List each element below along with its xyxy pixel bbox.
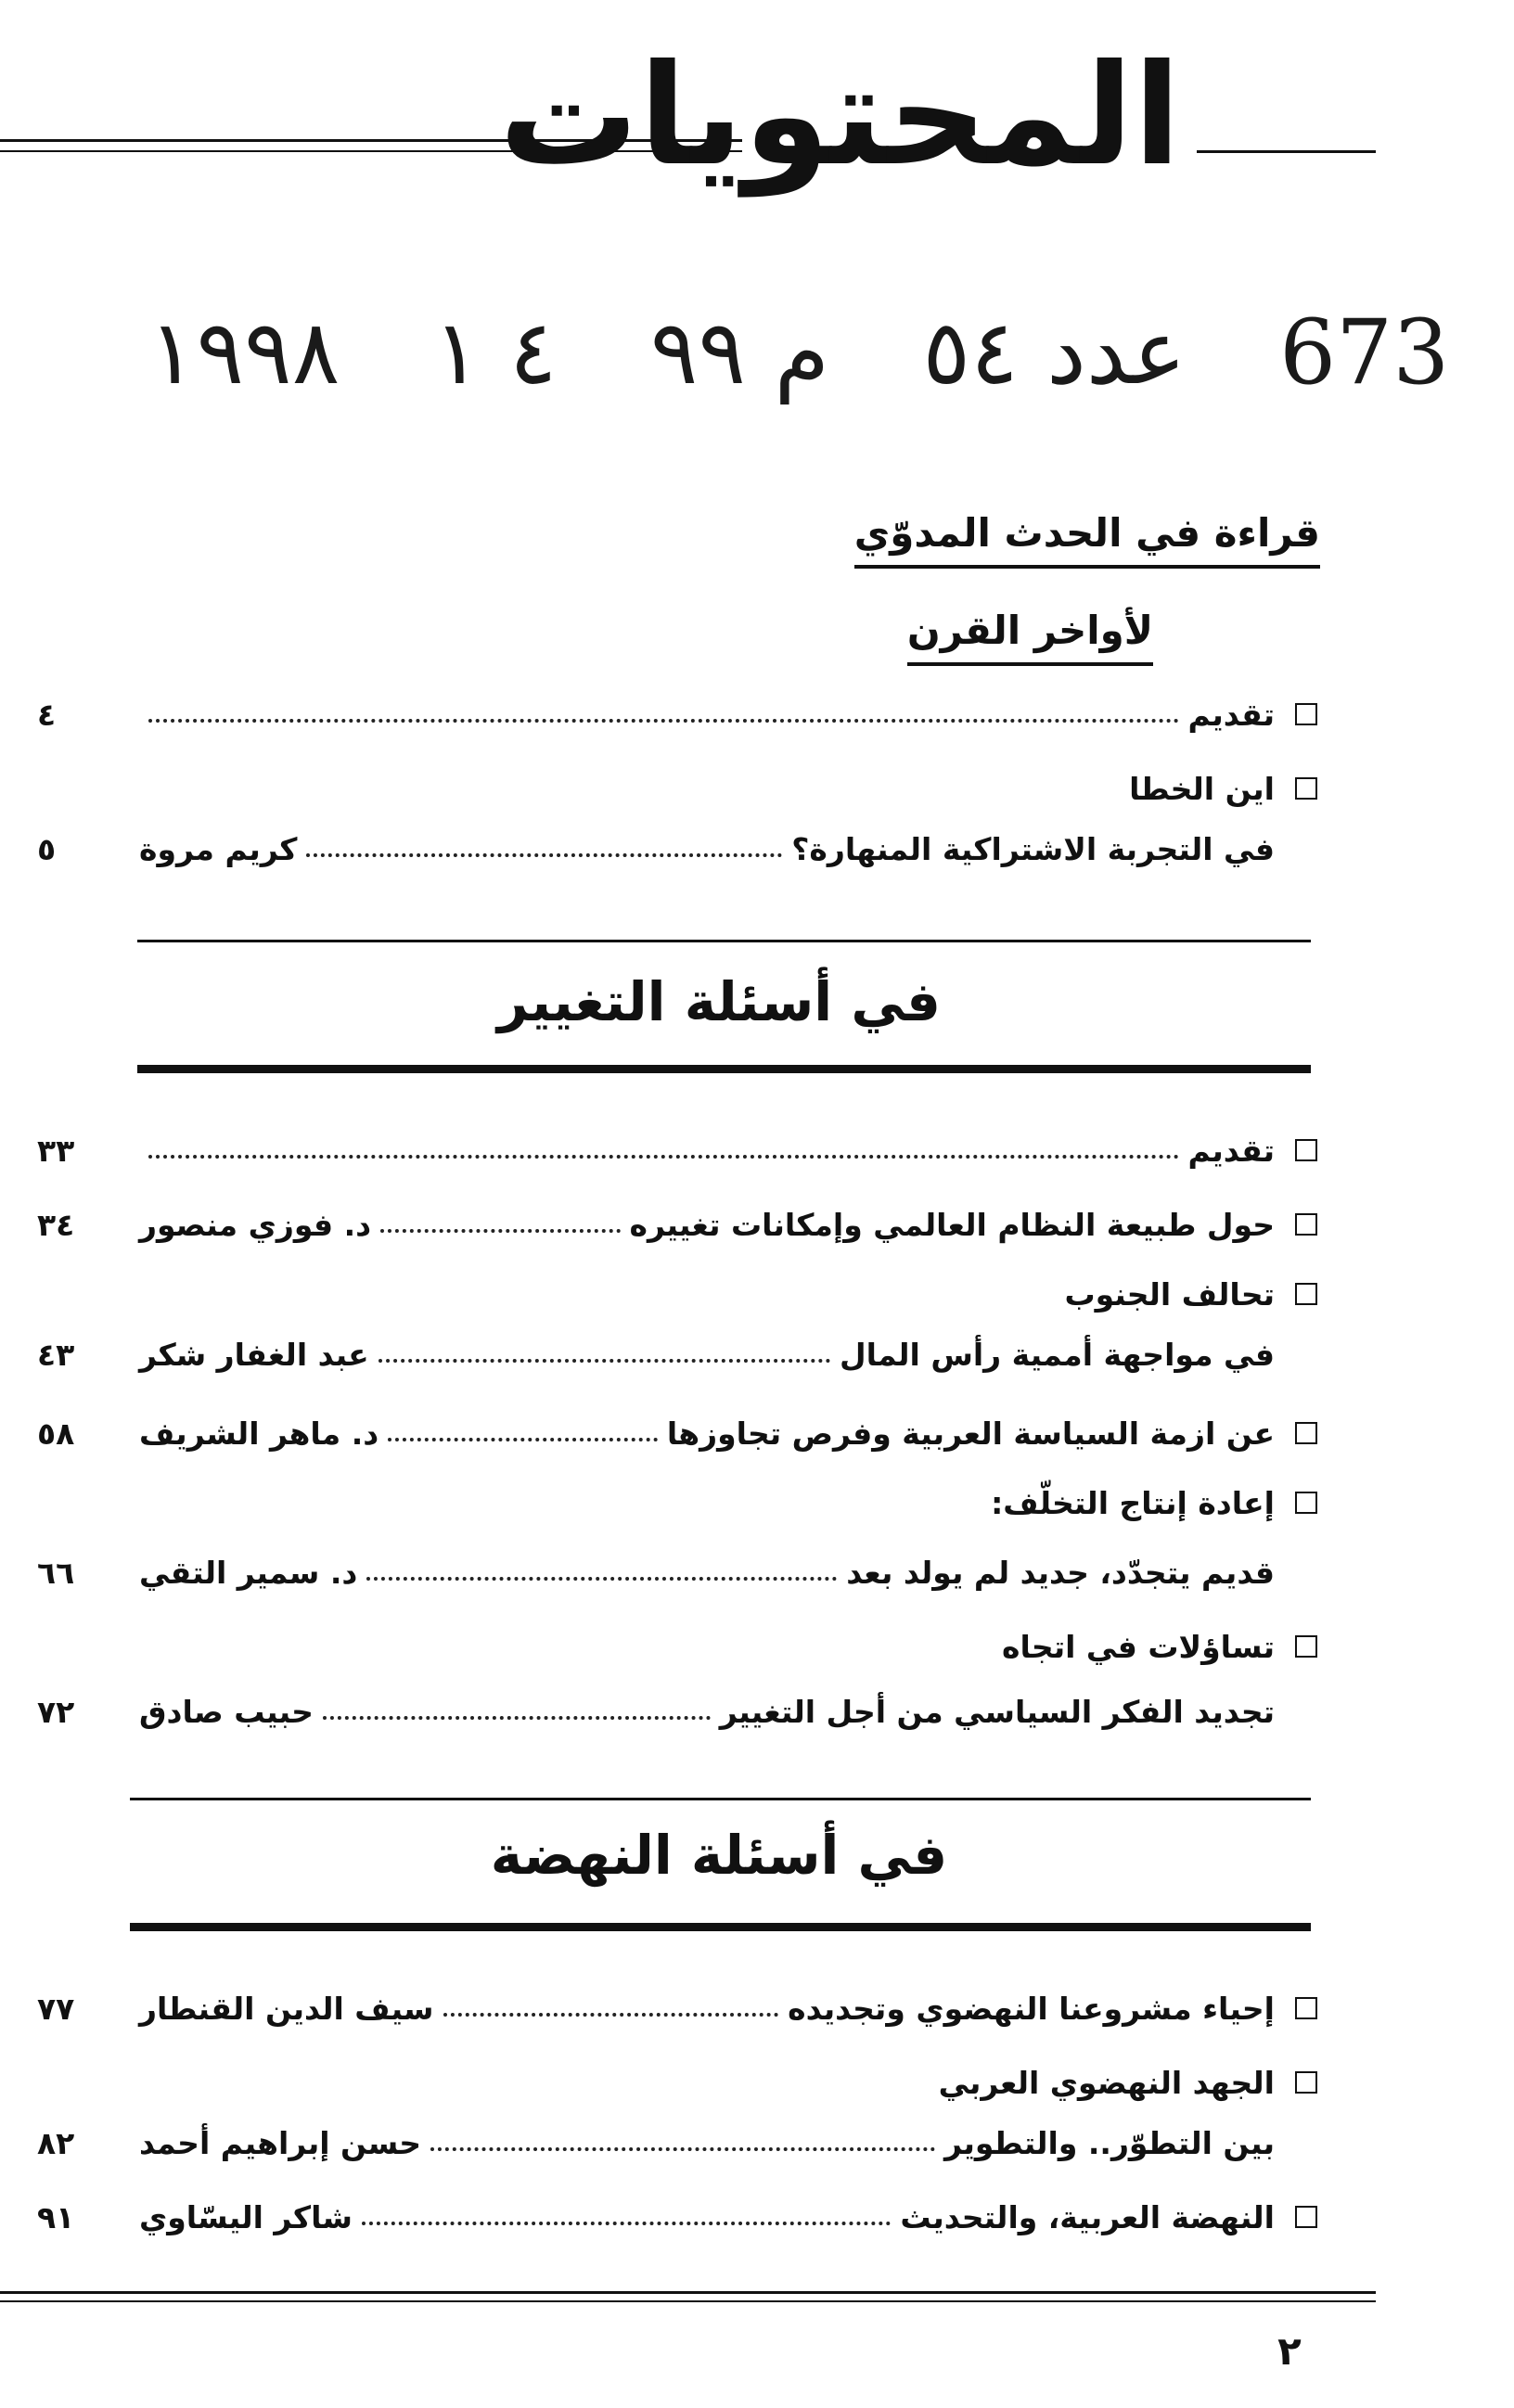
- checkbox-icon: [1295, 1422, 1317, 1444]
- toc-author: د. ماهر الشريف: [139, 1415, 379, 1452]
- checkbox-icon: [1295, 1492, 1317, 1514]
- footer-rule-bottom: [0, 2300, 1376, 2302]
- divider-thick: [137, 1065, 1311, 1073]
- dot-leader: [443, 2013, 779, 2017]
- toc-title: الجهد النهضوي العربي: [938, 2064, 1275, 2101]
- toc-author: د. فوزي منصور: [139, 1206, 372, 1243]
- dot-leader: [430, 2147, 935, 2151]
- dot-leader: [323, 1716, 711, 1720]
- toc-title: اين الخطا: [1129, 770, 1275, 807]
- handwritten-note-2: ٤ ١: [432, 301, 558, 404]
- divider-thick: [130, 1923, 1311, 1931]
- toc-author: حسن إبراهيم أحمد: [139, 2124, 422, 2161]
- toc-page: ٤: [37, 696, 57, 733]
- toc-row[interactable]: [37, 1122, 1317, 1178]
- checkbox-icon: [1295, 1213, 1317, 1236]
- toc-page: ٨٢: [37, 2124, 75, 2161]
- checkbox-icon: [1295, 1139, 1317, 1161]
- section1-subtitle-1: قراءة في الحدث المدوّي: [854, 506, 1320, 569]
- toc-row[interactable]: [37, 1980, 1317, 2036]
- toc-author: عبد الغفار شكر: [139, 1336, 369, 1373]
- toc-author: سيف الدين القنطار: [139, 1990, 434, 2027]
- handwritten-note-3: م ٩٩: [649, 301, 829, 404]
- toc-page: ٥٨: [37, 1415, 75, 1452]
- dot-leader: [148, 1155, 1179, 1159]
- handwritten-note-4: عدد ٥٤: [922, 301, 1187, 404]
- page-number: ٢: [1277, 2328, 1302, 2374]
- toc-row[interactable]: [37, 1684, 1317, 1739]
- checkbox-icon: [1295, 703, 1317, 725]
- toc-title: إعادة إنتاج التخلّف:: [991, 1484, 1275, 1521]
- toc-page: ٧٧: [37, 1990, 75, 2027]
- divider-thin: [130, 1798, 1311, 1800]
- checkbox-icon: [1295, 1635, 1317, 1658]
- dot-leader: [366, 1577, 837, 1581]
- handwritten-note-5: 673: [1279, 301, 1450, 404]
- dot-leader: [388, 1438, 658, 1441]
- dot-leader: [148, 719, 1179, 723]
- dot-leader: [380, 1229, 620, 1233]
- toc-page: ٩١: [37, 2198, 75, 2235]
- toc-title: قديم يتجدّد، جديد لم يولد بعد: [846, 1554, 1275, 1591]
- section3-heading: في أسئلة النهضة: [490, 1824, 948, 1887]
- toc-row[interactable]: [37, 686, 1317, 742]
- checkbox-icon: [1295, 777, 1317, 800]
- toc-page: ٧٢: [37, 1693, 75, 1730]
- dot-leader: [378, 1359, 830, 1363]
- toc-title: تقديم: [1187, 696, 1275, 733]
- toc-row[interactable]: [37, 1619, 1317, 1674]
- checkbox-icon: [1295, 1283, 1317, 1305]
- toc-author: حبيب صادق: [139, 1693, 314, 1730]
- toc-title: النهضة العربية، والتحديث: [900, 2198, 1275, 2235]
- handwritten-note-1: ١٩٩٨: [148, 301, 340, 404]
- toc-title: حول طبيعة النظام العالمي وإمكانات تغييره: [629, 1206, 1275, 1243]
- toc-row[interactable]: [37, 761, 1317, 816]
- toc-author: كريم مروة: [139, 830, 298, 867]
- page-title: المحتويات: [498, 35, 1181, 197]
- toc-page: ٦٦: [37, 1554, 75, 1591]
- checkbox-icon: [1295, 2071, 1317, 2094]
- section2-heading: في أسئلة التغيير: [497, 970, 941, 1033]
- footer-rule-top: [0, 2291, 1376, 2294]
- toc-page: ٣٤: [37, 1206, 75, 1243]
- toc-title: تحالف الجنوب: [1064, 1275, 1275, 1313]
- toc-row[interactable]: [37, 1326, 1317, 1382]
- toc-row[interactable]: [37, 1475, 1317, 1531]
- toc-row[interactable]: [37, 1266, 1317, 1322]
- section1-subtitle-2: لأواخر القرن: [907, 603, 1153, 666]
- toc-title: تقديم: [1187, 1132, 1275, 1169]
- toc-author: شاكر اليسّاوي: [139, 2198, 353, 2235]
- dot-leader: [306, 853, 782, 857]
- toc-row[interactable]: [37, 1405, 1317, 1461]
- toc-row[interactable]: [37, 1197, 1317, 1252]
- toc-row[interactable]: [37, 2189, 1317, 2245]
- checkbox-icon: [1295, 2206, 1317, 2228]
- toc-row[interactable]: [37, 1544, 1317, 1600]
- toc-row[interactable]: [37, 821, 1317, 877]
- toc-page: ٥: [37, 830, 57, 867]
- toc-page: ٤٣: [37, 1336, 75, 1373]
- toc-author: د. سمير التقي: [139, 1554, 358, 1591]
- checkbox-icon: [1295, 1997, 1317, 2019]
- toc-title: بين التطوّر.. والتطوير: [943, 2124, 1275, 2161]
- toc-title: تجديد الفكر السياسي من أجل التغيير: [719, 1693, 1275, 1730]
- toc-title: إحياء مشروعنا النهضوي وتجديده: [788, 1990, 1275, 2027]
- handwritten-annotation: [148, 278, 1450, 427]
- divider-thin: [137, 940, 1311, 942]
- toc-title: في مواجهة أممية رأس المال: [839, 1336, 1275, 1373]
- toc-page: ٣٣: [37, 1132, 75, 1169]
- toc-title: تساؤلات في اتجاه: [1002, 1628, 1275, 1665]
- toc-row[interactable]: [37, 2055, 1317, 2110]
- toc-title: عن ازمة السياسة العربية وفرص تجاوزها: [666, 1415, 1275, 1452]
- dot-leader: [362, 2222, 891, 2225]
- title-rule-right: [1197, 150, 1376, 153]
- toc-title: في التجربة الاشتراكية المنهارة؟: [791, 830, 1275, 867]
- toc-row[interactable]: [37, 2115, 1317, 2171]
